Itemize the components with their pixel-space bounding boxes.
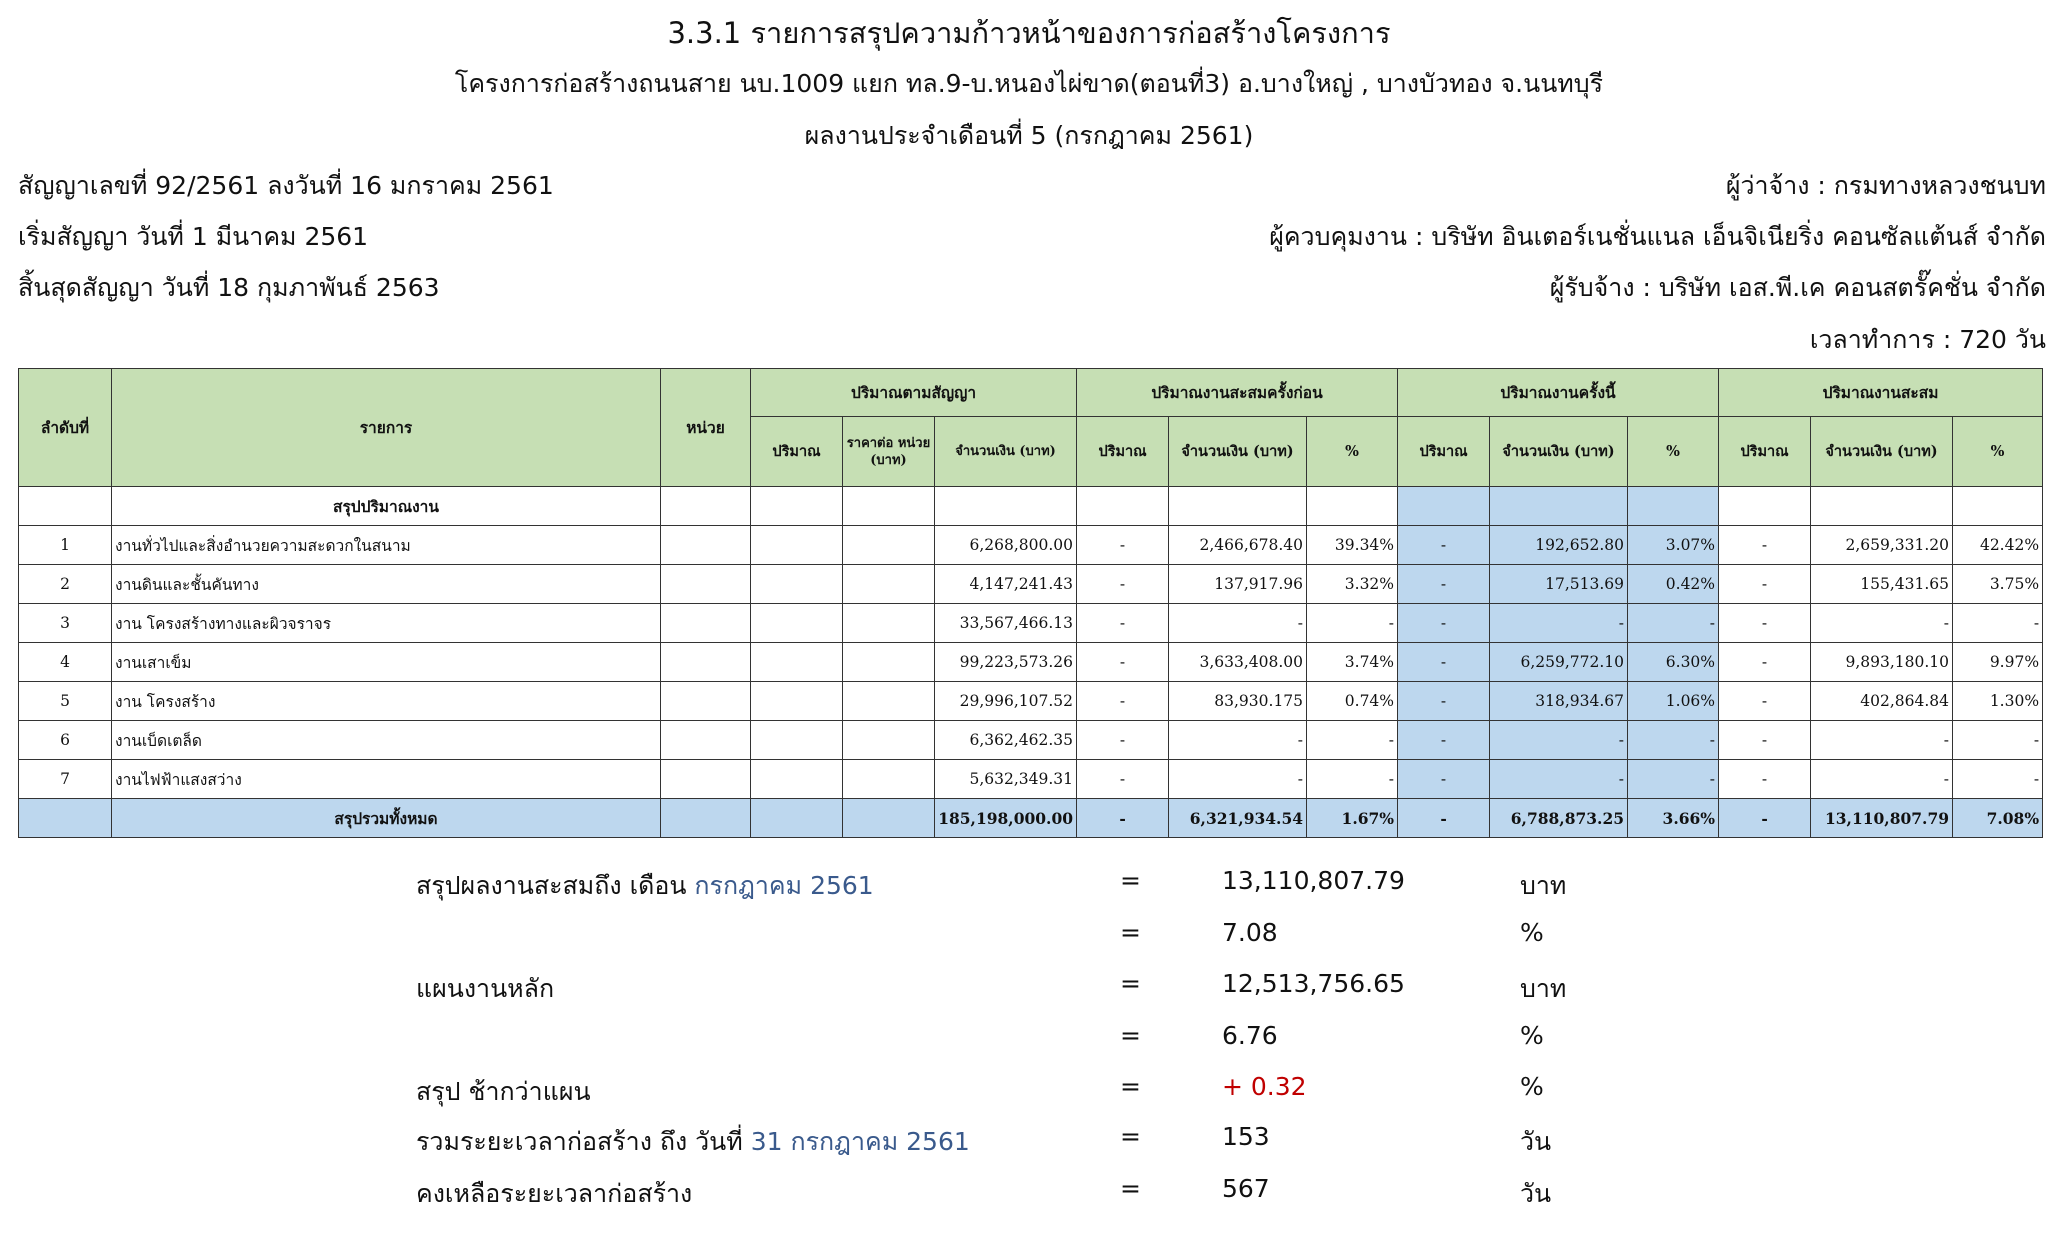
col-header-prev-amount: จำนวนเงิน (บาท) <box>1169 417 1307 487</box>
col-group-current: ปริมาณงานครั้งนี้ <box>1398 369 1719 417</box>
col-header-prev-qty: ปริมาณ <box>1077 417 1169 487</box>
summary-plan-label: แผนงานหลัก <box>416 974 555 1003</box>
row-cur-pct: 3.07% <box>1628 526 1719 565</box>
total-cur-qty: - <box>1398 799 1490 838</box>
table-row <box>19 565 2043 604</box>
table-row <box>19 682 2043 721</box>
total-prev-qty: - <box>1077 799 1169 838</box>
row-prev-qty: - <box>1077 760 1169 799</box>
row-prev-qty: - <box>1077 565 1169 604</box>
total-cum-pct: 7.08% <box>1953 799 2043 838</box>
row-unit <box>661 643 751 682</box>
row-contract-qty <box>751 721 843 760</box>
row-cum-qty: - <box>1719 526 1811 565</box>
equals-sign: = <box>1120 1021 1141 1050</box>
col-header-unit-price: ราคาต่อ หน่วย (บาท) <box>843 417 935 487</box>
unit-day: วัน <box>1520 1127 1552 1156</box>
equals-sign: = <box>1120 918 1141 947</box>
col-header-no: ลำดับที่ <box>19 369 112 487</box>
report-period: ผลงานประจำเดือนที่ 5 (กรกฎาคม 2561) <box>804 121 1254 150</box>
summary-plan-value: 12,513,756.65 <box>1222 969 1405 998</box>
row-cur-amount: - <box>1490 604 1628 643</box>
row-prev-amount: 83,930.175 <box>1169 682 1307 721</box>
col-group-contract: ปริมาณตามสัญญา <box>751 369 1077 417</box>
row-cur-pct: - <box>1628 760 1719 799</box>
row-cur-pct: 0.42% <box>1628 565 1719 604</box>
row-cum-amount: - <box>1811 604 1953 643</box>
contract-start: เริ่มสัญญา วันที่ 1 มีนาคม 2561 <box>18 222 369 251</box>
row-cur-amount: - <box>1490 760 1628 799</box>
col-header-contract-qty: ปริมาณ <box>751 417 843 487</box>
row-cur-amount: 318,934.67 <box>1490 682 1628 721</box>
row-item: งาน โครงสร้างทางและผิวจราจร <box>112 604 661 643</box>
row-prev-qty: - <box>1077 604 1169 643</box>
row-prev-pct: 0.74% <box>1307 682 1398 721</box>
row-prev-amount: - <box>1169 604 1307 643</box>
row-unit <box>661 526 751 565</box>
total-prev-amount: 6,321,934.54 <box>1169 799 1307 838</box>
row-prev-pct: - <box>1307 604 1398 643</box>
col-header-contract-amount: จำนวนเงิน (บาท) <box>935 417 1077 487</box>
row-cur-amount: - <box>1490 721 1628 760</box>
row-unit-price <box>843 643 935 682</box>
col-header-cur-qty: ปริมาณ <box>1398 417 1490 487</box>
contract-end: สิ้นสุดสัญญา วันที่ 18 กุมภาพันธ์ 2563 <box>18 273 440 302</box>
summary-elapsed-value: 153 <box>1222 1122 1270 1151</box>
col-header-cum-qty: ปริมาณ <box>1719 417 1811 487</box>
row-cur-amount: 192,652.80 <box>1490 526 1628 565</box>
row-cum-pct: 9.97% <box>1953 643 2043 682</box>
progress-table <box>18 368 2043 838</box>
project-name: โครงการก่อสร้างถนนสาย นบ.1009 แยก ทล.9-บ.หนองไผ่ขาด(ตอนที่3) อ.บางใหญ่ , บางบัวทอง จ.นนทบุรี <box>454 69 1604 98</box>
row-no: 7 <box>19 760 112 799</box>
unit-percent: % <box>1520 918 1544 947</box>
row-cum-amount: - <box>1811 721 1953 760</box>
row-contract-qty <box>751 526 843 565</box>
row-cur-qty: - <box>1398 526 1490 565</box>
row-cur-qty: - <box>1398 604 1490 643</box>
supervisor: ผู้ควบคุมงาน : บริษัท อินเตอร์เนชั่นแนล เอ็นจิเนียริ่ง คอนซัลแต้นส์ จำกัด <box>1269 222 2046 251</box>
row-unit <box>661 565 751 604</box>
row-unit-price <box>843 682 935 721</box>
row-cum-amount: 2,659,331.20 <box>1811 526 1953 565</box>
row-contract-qty <box>751 643 843 682</box>
equals-sign: = <box>1120 1072 1141 1101</box>
summary-accum-month: กรกฎาคม 2561 <box>694 871 874 900</box>
summary-elapsed-text: รวมระยะเวลาก่อสร้าง ถึง วันที่ <box>416 1127 751 1156</box>
summary-accum-label <box>416 866 874 906</box>
row-cum-amount: - <box>1811 760 1953 799</box>
row-item: งาน โครงสร้าง <box>112 682 661 721</box>
row-cum-amount: 402,864.84 <box>1811 682 1953 721</box>
row-contract-amount: 6,268,800.00 <box>935 526 1077 565</box>
row-cum-qty: - <box>1719 760 1811 799</box>
contract-number: สัญญาเลขที่ 92/2561 ลงวันที่ 16 มกราคม 2561 <box>18 171 554 200</box>
row-cur-qty: - <box>1398 565 1490 604</box>
row-contract-qty <box>751 682 843 721</box>
row-no: 4 <box>19 643 112 682</box>
row-cum-pct: 42.42% <box>1953 526 2043 565</box>
row-contract-qty <box>751 760 843 799</box>
col-header-cur-pct: % <box>1628 417 1719 487</box>
row-item: งานเบ็ดเตล็ด <box>112 721 661 760</box>
row-unit-price <box>843 565 935 604</box>
col-group-cumulative: ปริมาณงานสะสม <box>1719 369 2043 417</box>
row-cur-amount: 6,259,772.10 <box>1490 643 1628 682</box>
row-contract-qty <box>751 604 843 643</box>
equals-sign: = <box>1120 969 1141 998</box>
row-cum-amount: 9,893,180.10 <box>1811 643 1953 682</box>
row-no: 3 <box>19 604 112 643</box>
row-cur-amount: 17,513.69 <box>1490 565 1628 604</box>
row-no: 5 <box>19 682 112 721</box>
row-cur-pct: 1.06% <box>1628 682 1719 721</box>
row-no: 1 <box>19 526 112 565</box>
row-contract-amount: 33,567,466.13 <box>935 604 1077 643</box>
row-item: งานเสาเข็ม <box>112 643 661 682</box>
row-unit-price <box>843 604 935 643</box>
row-cur-qty: - <box>1398 760 1490 799</box>
row-contract-qty <box>751 565 843 604</box>
report-title: 3.3.1 รายการสรุปความก้าวหน้าของการก่อสร้างโครงการ <box>667 16 1391 50</box>
row-prev-amount: - <box>1169 721 1307 760</box>
col-header-cum-pct: % <box>1953 417 2043 487</box>
row-cur-pct: - <box>1628 721 1719 760</box>
row-unit <box>661 760 751 799</box>
unit-day: วัน <box>1520 1179 1552 1208</box>
row-item: งานทั่วไปและสิ่งอำนวยความสะดวกในสนาม <box>112 526 661 565</box>
row-prev-amount: - <box>1169 760 1307 799</box>
summary-elapsed-date: 31 กรกฎาคม 2561 <box>750 1127 970 1156</box>
row-cum-qty: - <box>1719 721 1811 760</box>
total-cur-pct: 3.66% <box>1628 799 1719 838</box>
row-item: งานไฟฟ้าแสงสว่าง <box>112 760 661 799</box>
total-cum-qty: - <box>1719 799 1811 838</box>
row-contract-amount: 99,223,573.26 <box>935 643 1077 682</box>
row-cur-pct: 6.30% <box>1628 643 1719 682</box>
summary-remaining-value: 567 <box>1222 1174 1270 1203</box>
row-prev-pct: 3.74% <box>1307 643 1398 682</box>
summary-remaining-label: คงเหลือระยะเวลาก่อสร้าง <box>416 1179 693 1208</box>
row-unit <box>661 721 751 760</box>
row-prev-qty: - <box>1077 526 1169 565</box>
row-unit <box>661 604 751 643</box>
row-cum-pct: 3.75% <box>1953 565 2043 604</box>
row-cur-qty: - <box>1398 643 1490 682</box>
unit-percent: % <box>1520 1021 1544 1050</box>
col-header-unit: หน่วย <box>661 369 751 487</box>
row-contract-amount: 6,362,462.35 <box>935 721 1077 760</box>
total-cur-amount: 6,788,873.25 <box>1490 799 1628 838</box>
table-row <box>19 604 2043 643</box>
row-unit-price <box>843 526 935 565</box>
summary-accum-text: สรุปผลงานสะสมถึง เดือน <box>416 871 695 900</box>
row-prev-qty: - <box>1077 643 1169 682</box>
summary-accum-pct: 7.08 <box>1222 918 1278 947</box>
row-prev-pct: - <box>1307 721 1398 760</box>
table-row <box>19 760 2043 799</box>
section-row <box>19 487 2043 526</box>
row-cum-qty: - <box>1719 565 1811 604</box>
total-cum-amount: 13,110,807.79 <box>1811 799 1953 838</box>
employer: ผู้ว่าจ้าง : กรมทางหลวงชนบท <box>1725 171 2046 200</box>
unit-percent: % <box>1520 1072 1544 1101</box>
working-duration: เวลาทำการ : 720 วัน <box>1809 325 2046 354</box>
summary-accum-value: 13,110,807.79 <box>1222 866 1405 895</box>
row-unit <box>661 682 751 721</box>
row-cum-pct: - <box>1953 760 2043 799</box>
col-header-item: รายการ <box>112 369 661 487</box>
table-row <box>19 721 2043 760</box>
row-cum-amount: 155,431.65 <box>1811 565 1953 604</box>
row-cum-pct: - <box>1953 604 2043 643</box>
table-row <box>19 643 2043 682</box>
row-cum-pct: 1.30% <box>1953 682 2043 721</box>
equals-sign: = <box>1120 1174 1141 1203</box>
unit-baht: บาท <box>1520 871 1567 900</box>
summary-diff-value: + 0.32 <box>1222 1072 1307 1101</box>
row-cur-pct: - <box>1628 604 1719 643</box>
row-contract-amount: 4,147,241.43 <box>935 565 1077 604</box>
unit-baht: บาท <box>1520 974 1567 1003</box>
col-header-cur-amount: จำนวนเงิน (บาท) <box>1490 417 1628 487</box>
row-cum-qty: - <box>1719 604 1811 643</box>
row-cur-qty: - <box>1398 682 1490 721</box>
total-label: สรุปรวมทั้งหมด <box>112 799 661 838</box>
table-row <box>19 526 2043 565</box>
contractor: ผู้รับจ้าง : บริษัท เอส.พี.เค คอนสตรั๊คชั่น จำกัด <box>1549 273 2046 302</box>
row-prev-pct: 39.34% <box>1307 526 1398 565</box>
equals-sign: = <box>1120 1122 1141 1151</box>
row-cum-pct: - <box>1953 721 2043 760</box>
row-prev-amount: 137,917.96 <box>1169 565 1307 604</box>
col-header-prev-pct: % <box>1307 417 1398 487</box>
row-unit-price <box>843 721 935 760</box>
row-prev-amount: 2,466,678.40 <box>1169 526 1307 565</box>
row-unit-price <box>843 760 935 799</box>
total-row <box>19 799 2043 838</box>
col-header-cum-amount: จำนวนเงิน (บาท) <box>1811 417 1953 487</box>
equals-sign: = <box>1120 866 1141 895</box>
summary-diff-label: สรุป ช้ากว่าแผน <box>416 1077 591 1106</box>
row-prev-qty: - <box>1077 682 1169 721</box>
row-contract-amount: 5,632,349.31 <box>935 760 1077 799</box>
row-contract-amount: 29,996,107.52 <box>935 682 1077 721</box>
row-prev-pct: - <box>1307 760 1398 799</box>
total-contract-amount: 185,198,000.00 <box>935 799 1077 838</box>
row-prev-qty: - <box>1077 721 1169 760</box>
section-title: สรุปปริมาณงาน <box>112 487 661 526</box>
row-cum-qty: - <box>1719 643 1811 682</box>
col-group-previous: ปริมาณงานสะสมครั้งก่อน <box>1077 369 1398 417</box>
row-item: งานดินและชั้นคันทาง <box>112 565 661 604</box>
row-prev-amount: 3,633,408.00 <box>1169 643 1307 682</box>
row-no: 6 <box>19 721 112 760</box>
row-cum-qty: - <box>1719 682 1811 721</box>
total-prev-pct: 1.67% <box>1307 799 1398 838</box>
summary-plan-pct: 6.76 <box>1222 1021 1278 1050</box>
row-no: 2 <box>19 565 112 604</box>
row-cur-qty: - <box>1398 721 1490 760</box>
summary-elapsed-label <box>416 1122 970 1162</box>
row-prev-pct: 3.32% <box>1307 565 1398 604</box>
